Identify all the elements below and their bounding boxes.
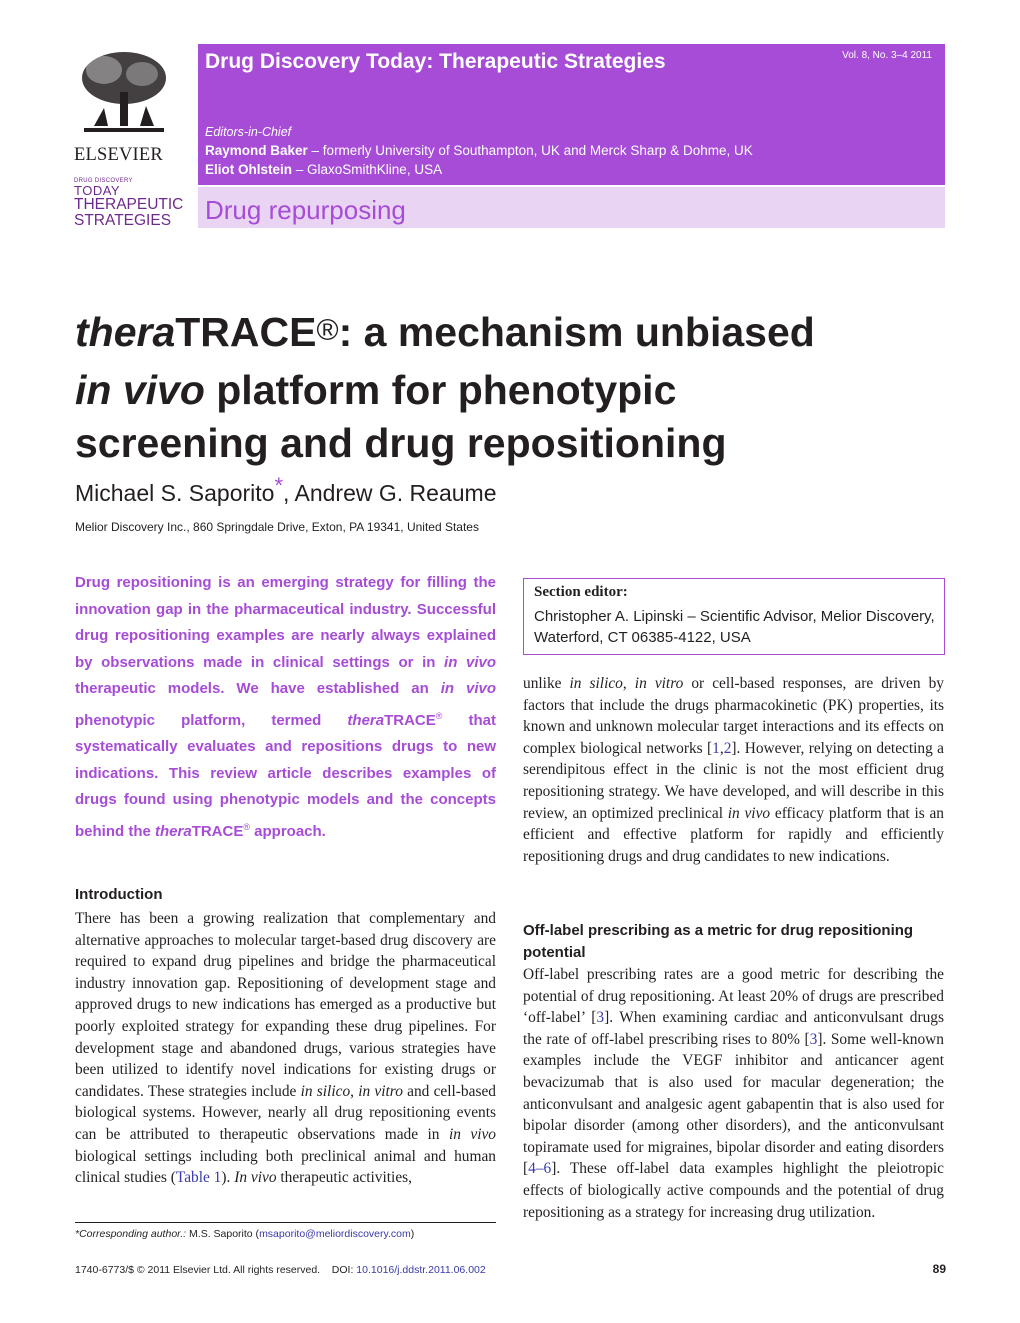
- journal-logo-line-2: STRATEGIES: [74, 211, 172, 229]
- off-label-body: [523, 964, 944, 1223]
- volume-info: Vol. 8, No. 3–4 2011: [842, 50, 932, 61]
- author-list: [75, 473, 497, 507]
- reference-1-link[interactable]: 1: [712, 739, 720, 757]
- abstract-brand-italic: thera: [347, 711, 385, 729]
- body-text: ,: [622, 675, 635, 692]
- title-brand-italic: thera: [75, 309, 176, 355]
- journal-logo-today: TODAY: [74, 183, 121, 198]
- body-italic: in vivo: [448, 1125, 496, 1143]
- journal-logo-line-1: THERAPEUTIC: [74, 196, 184, 213]
- editor-affiliation: – GlaxoSmithKline, USA: [292, 162, 443, 177]
- body-text: unlike: [523, 675, 570, 692]
- title-italic-phrase: in vivo: [75, 366, 205, 413]
- journal-logo: [74, 178, 184, 229]
- abstract-text: that systematically evaluates and repositions drugs to new indications. This review article describes examples of drugs found using phenotypic models and the concepts behind the: [75, 711, 496, 840]
- body-text: ]. These off-label data examples highlight the pleiotropic effects of biologically active compounds and the potential of drug repositioning as a strategy for increasing drug utilization.: [523, 1160, 944, 1221]
- body-italic: in silico: [300, 1082, 351, 1100]
- abstract-registered-mark: ®: [435, 710, 443, 721]
- body-text: ,: [719, 739, 724, 757]
- section-editor-label: Section editor:: [534, 584, 628, 600]
- body-text: therapeutic activities,: [276, 1169, 412, 1187]
- body-text: ]. However, relying on detecting a serendipitous effect in the clinic is not the most efficient drug repositioning strategy. We have developed, and will describe in this review, an optimized preclinical: [523, 739, 944, 822]
- page-number: 89: [932, 1262, 946, 1276]
- table-1-link[interactable]: Table 1: [175, 1169, 222, 1187]
- abstract-text: Drug repositioning is an emerging strategy for filling the innovation gap in the pharmaceutical industry. Successful drug repositioning examples are nearly always explained by observations made in clinical settings or in: [75, 574, 496, 671]
- author-1: Michael S. Saporito: [75, 480, 275, 506]
- body-italic: in vivo: [727, 804, 771, 822]
- body-text: and cell-based biological systems. However, nearly all drug repositioning events can be attributed to therapeutic observations made in: [75, 1082, 496, 1143]
- footer-citation: [75, 1264, 486, 1276]
- editor-line-1: [205, 143, 753, 158]
- title-line-3: screening and drug repositioning: [75, 420, 727, 466]
- footer-issn: 1740-6773/$ © 2011 Elsevier Ltd. All rights reserved.: [75, 1264, 321, 1276]
- editor-name: Raymond Baker: [205, 143, 308, 158]
- editor-line-2: [205, 162, 442, 177]
- body-text: biological settings including both preclinical animal and human clinical studies (: [75, 1147, 496, 1187]
- title-line-1-rest: : a mechanism unbiased: [338, 309, 815, 355]
- author-2: , Andrew G. Reaume: [283, 480, 497, 506]
- reference-4-6-link[interactable]: 4–6: [528, 1160, 552, 1178]
- footnote-label: *Corresponding author.:: [75, 1228, 187, 1240]
- title-line-2-rest: platform for phenotypic: [204, 366, 677, 413]
- footnote-close: ): [410, 1228, 415, 1240]
- body-text: There has been a growing realization that complementary and alternative approaches to molecular target-based drug discovery are required to expand drug pipelines and bridge the pharmaceutical industry innovation gap. Repositioning of development stage and approved drugs to new indications has emerged as a productive but poorly exploited strategy for expanding these drug pipelines. For development stage and abandoned drugs, various strategies have been utilized to identify novel indications for existing drugs or candidates. These strategies include: [75, 910, 496, 1100]
- abstract-text: approach.: [250, 822, 326, 840]
- body-italic: In vivo: [234, 1169, 277, 1187]
- body-italic: in vitro: [358, 1082, 403, 1100]
- abstract-italic: in vivo: [440, 680, 496, 697]
- reference-3-link[interactable]: 3: [809, 1030, 818, 1048]
- footnote-name: M.S. Saporito (: [186, 1228, 260, 1240]
- section-editor-text: Christopher A. Lipinski – Scientific Advisor, Melior Discovery, Waterford, CT 06385-4122, USA: [534, 608, 935, 646]
- abstract-brand: TRACE: [191, 822, 244, 840]
- body-text: ]. When examining cardiac and anticonvulsant drugs the rate of off-label prescribing rises to 80% [: [523, 1009, 944, 1048]
- article-title: [75, 306, 935, 471]
- editor-affiliation: – formerly University of Southampton, UK and Merck Sharp & Dohme, UK: [307, 143, 753, 158]
- author-email-link[interactable]: msaporito@meliordiscovery.com: [259, 1228, 411, 1240]
- reference-2-link[interactable]: 2: [723, 739, 732, 757]
- body-text: ]. Some well-known examples include the VEGF inhibitor and anticancer agent bevacizumab that is also used for macular degeneration; the anticonvulsant and analgesic agent gabapentin that is also used for bipolar disorder (among other disorders), and the anticonvulsant topiramate used for migraines, bipolar disorder and eating disorders [: [523, 1030, 944, 1178]
- footnote-divider: [75, 1222, 496, 1223]
- corresponding-author-footnote: [75, 1228, 414, 1240]
- body-text: ).: [221, 1169, 235, 1187]
- abstract-italic: in vivo: [444, 653, 497, 671]
- body-text: or cell-based responses, are driven by factors that include the drugs pharmacokinetic (PK) properties, its known and unknown molecular target interactions and its effects on complex biological networks [: [523, 675, 944, 757]
- author-affiliation: Melior Discovery Inc., 860 Springdale Drive, Exton, PA 19341, United States: [75, 520, 479, 534]
- doi-link[interactable]: 10.1016/j.ddstr.2011.06.002: [356, 1264, 486, 1276]
- body-italic: in vitro: [634, 675, 684, 692]
- abstract-text: therapeutic models. We have established an: [75, 680, 441, 697]
- abstract-text: phenotypic platform, termed: [75, 711, 348, 729]
- publisher-name: ELSEVIER: [74, 145, 163, 165]
- abstract: [75, 570, 496, 845]
- body-text: efficacy platform that is an efficient and effective platform for rapidly and efficiently repositioning drugs and drug candidates to new indications.: [523, 804, 944, 865]
- title-registered-mark: ®: [316, 314, 339, 347]
- body-italic: in silico: [569, 675, 623, 692]
- abstract-brand: TRACE: [384, 711, 436, 729]
- journal-title: Drug Discovery Today: Therapeutic Strategies: [205, 50, 666, 73]
- editors-label: Editors-in-Chief: [205, 125, 292, 139]
- abstract-brand-italic: thera: [155, 822, 192, 840]
- introduction-body: [75, 908, 496, 1189]
- subject-heading: Drug repurposing: [205, 195, 406, 225]
- title-brand: TRACE: [175, 309, 317, 355]
- body-text: Off-label prescribing rates are a good metric for describing the potential of drug repositioning. At least 20% of drugs are prescribed ‘off-label’ [: [523, 966, 944, 1027]
- title-line-1: [75, 306, 935, 364]
- introduction-heading: Introduction: [75, 886, 163, 903]
- right-column-body: [523, 673, 944, 867]
- elsevier-tree-logo-icon: [74, 48, 174, 138]
- journal-logo-small-line: DRUG DISCOVERY: [74, 178, 133, 184]
- title-line-2: [75, 364, 935, 418]
- corresponding-author-marker[interactable]: *: [274, 473, 283, 498]
- editor-name: Eliot Ohlstein: [205, 162, 293, 177]
- abstract-registered-mark: ®: [243, 821, 250, 832]
- reference-3-link[interactable]: 3: [596, 1009, 605, 1027]
- off-label-heading: Off-label prescribing as a metric for drug repositioning potential: [523, 922, 914, 961]
- footer-doi-label: DOI:: [331, 1264, 357, 1276]
- body-text: ,: [350, 1082, 359, 1100]
